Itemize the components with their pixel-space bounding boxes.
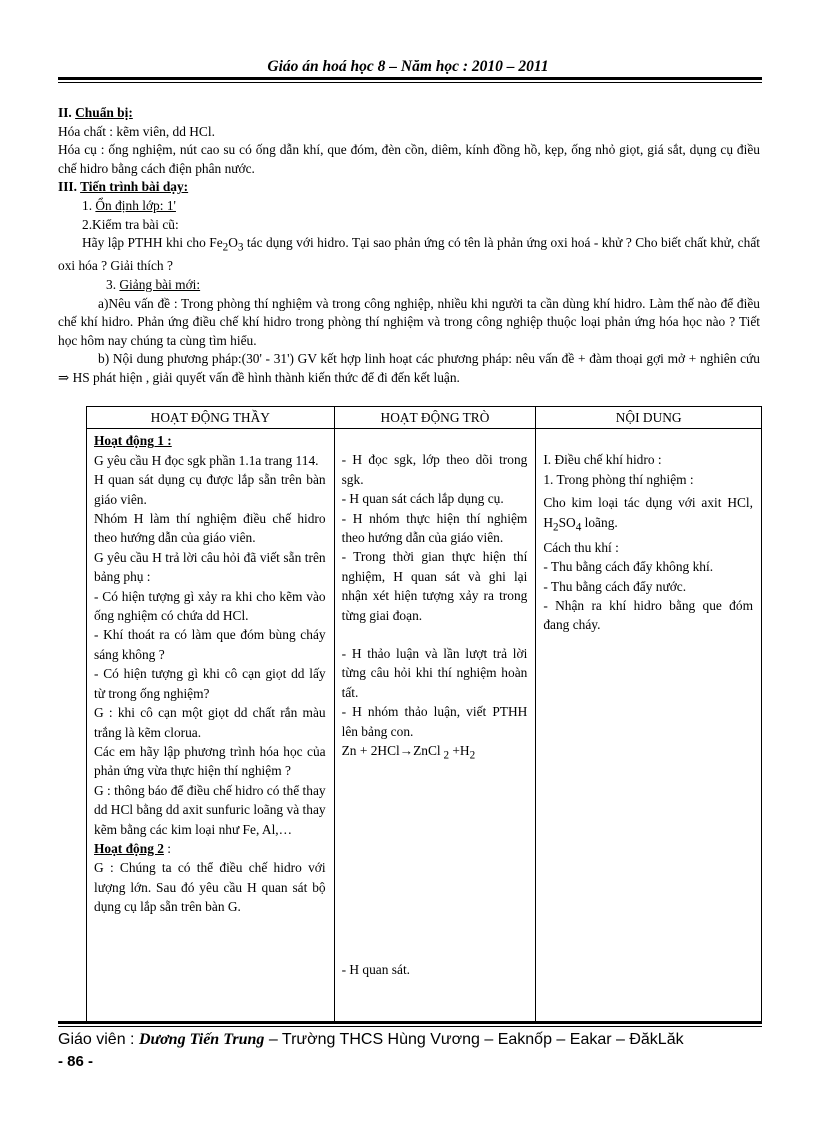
page-header: Giáo án hoá học 8 – Năm học : 2010 – 2011 bbox=[267, 58, 549, 75]
activity-table bbox=[86, 406, 762, 1022]
teacher-item: G yêu cầu H đọc sgk phần 1.1a trang 114. bbox=[94, 452, 319, 468]
teacher-item: H quan sát dụng cụ được lắp sẵn trên bàn giáo viên. bbox=[94, 472, 326, 507]
content-line: Cho kim loại tác dụng với axit HCl, $H_2SO_4$ loãng. bbox=[543, 495, 753, 534]
tools-line: Hóa cụ : ống nghiệm, nút cao su có ống dẫn khí, que đóm, đèn cồn, diêm, kính đồng hồ, kẹp, ống nhỏ giọt, giá sắt, dụng cụ điều chế hidro bằng cách điện phân nước. bbox=[58, 142, 760, 176]
student-activity-cell bbox=[334, 429, 536, 1022]
content-line: I. Điều chế khí hidro : bbox=[543, 452, 662, 468]
student-item: - Trong thời gian thực hiện thí nghiệm, H quan sát và ghi lại nhận xét hiện tượng xảy ra trong từng giai đoạn. bbox=[341, 549, 528, 623]
teacher-item: - Có hiện tượng gì xảy ra khi cho kẽm vào ống nghiệm có chứa dd HCl. bbox=[94, 588, 326, 624]
teacher-item: Nhóm H làm thí nghiệm điều chế hidro theo hướng dẫn của giáo viên. bbox=[94, 511, 326, 546]
step-heading: 2.Kiểm tra bài cũ: bbox=[82, 216, 179, 232]
teacher-item: - Có hiện tượng gì khi cô cạn giọt dd lấy từ trong ống nghiệm? bbox=[94, 666, 326, 701]
lesson-body bbox=[58, 104, 760, 388]
student-item: - H quan sát. bbox=[341, 962, 411, 978]
teacher-item: G : thông báo để điều chế hidro có thể thay dd HCl bằng dd axit sunfuric loãng và thay kẽm bằng các kim loại như Fe, Al,… bbox=[94, 782, 326, 837]
header-student-activity: HOẠT ĐỘNG TRÒ bbox=[334, 407, 536, 429]
header-rule-thin bbox=[58, 82, 762, 83]
student-item: - H thảo luận và lần lượt trả lời từng câu hỏi khi thí nghiệm hoàn tất. bbox=[341, 646, 528, 700]
content-cell bbox=[536, 429, 762, 1022]
header-content: NỘI DUNG bbox=[536, 407, 762, 429]
step-heading: 1. Ổn định lớp: 1' bbox=[82, 197, 176, 213]
student-item: - H nhóm thực hiện thí nghiệm theo hướng dẫn của giáo viên. bbox=[341, 510, 528, 546]
section-heading: II. Chuẩn bị: bbox=[58, 105, 133, 120]
footer-rule bbox=[58, 1021, 762, 1024]
table-row bbox=[87, 429, 762, 1022]
section-heading: III. Tiến trình bài dạy: bbox=[58, 179, 189, 195]
teacher-item: - Khí thoát ra có làm que đóm bùng cháy sáng không ? bbox=[94, 627, 326, 662]
student-item: - H quan sát cách lắp dụng cụ. bbox=[341, 491, 504, 507]
method-paragraph: b) Nội dung phương pháp:(30' - 31') GV kết hợp linh hoạt các phương pháp: nêu vấn đề + đàm thoại gợi mở + nghiên cứu ⇒ HS phát hiện , giải quyết vấn đề hình thành kiến thức để đi đến kết luận. bbox=[58, 351, 760, 385]
header-rule bbox=[58, 77, 762, 80]
content-line: - Thu bằng cách đẩy không khí. bbox=[543, 559, 714, 575]
table-header-row bbox=[87, 407, 762, 429]
review-question: Hãy lập PTHH khi cho $Fe_2O_3$ tác dụng với hidro. Tại sao phản ứng có tên là phản ứng oxi hoá - khử ? Cho biết chất khử, chất oxi hóa ? Giải thích ? bbox=[58, 235, 760, 274]
activity-1-heading: Hoạt động 1 : bbox=[94, 433, 172, 449]
step-heading: 3. Giảng bài mới: bbox=[106, 277, 201, 293]
student-item: - H nhóm thảo luận, viết PTHH lên bảng con. bbox=[341, 704, 528, 739]
teacher-name: Dương Tiến Trung bbox=[138, 1031, 265, 1048]
teacher-item: Các em hãy lập phương trình hóa học của phản ứng vừa thực hiện thí nghiệm ? bbox=[94, 743, 326, 779]
header-teacher-activity: HOẠT ĐỘNG THẦY bbox=[87, 407, 335, 429]
page-number: - 86 - bbox=[58, 1053, 94, 1070]
footer-rule-thin bbox=[58, 1026, 762, 1027]
intro-paragraph: a)Nêu vấn đề : Trong phòng thí nghiệm và trong công nghiệp, nhiều khi người ta cần dùng khí hidro. Làm thế nào để điều chế khí hidro. Phản ứng điều chế khí hidro trong phòng thí nghiệm và trong công nghiệp thuộc loại phản ứng hóa học nào ? Tiết học hôm nay chúng ta cùng tìm hiểu. bbox=[58, 295, 760, 348]
activity-2-heading: Hoạt động 2 : bbox=[94, 840, 172, 856]
teacher-item: G yêu cầu H trả lời câu hỏi đã viết sẵn trên bảng phụ : bbox=[94, 549, 326, 585]
teacher-activity-cell bbox=[87, 429, 335, 1022]
content-line: - Nhận ra khí hidro bằng que đóm đang cháy. bbox=[543, 597, 753, 633]
content-line: - Thu bằng cách đẩy nước. bbox=[543, 578, 687, 594]
teacher-item: G : khi cô cạn một giọt dd chất rắn màu trắng là kẽm clorua. bbox=[94, 705, 326, 740]
page-footer: Giáo viên : Dương Tiến Trung – Trường THCS Hùng Vương – Eaknốp – Eakar – ĐăkLăk bbox=[58, 1031, 684, 1048]
teacher-item: G : Chúng ta có thể điều chế hidro với lượng lớn. Sau đó yêu cầu H quan sát bộ dụng cụ lắp sẵn trên bàn G. bbox=[94, 860, 326, 915]
content-line: 1. Trong phòng thí nghiệm : bbox=[543, 471, 694, 487]
chemicals-line: Hóa chất : kẽm viên, dd HCl. bbox=[58, 123, 215, 139]
student-item: - H đọc sgk, lớp theo dõi trong sgk. bbox=[341, 452, 528, 487]
reaction-equation: Zn + 2HCl→ZnCl $_2 +H_2$ bbox=[341, 743, 476, 762]
content-line: Cách thu khí : bbox=[543, 539, 619, 555]
